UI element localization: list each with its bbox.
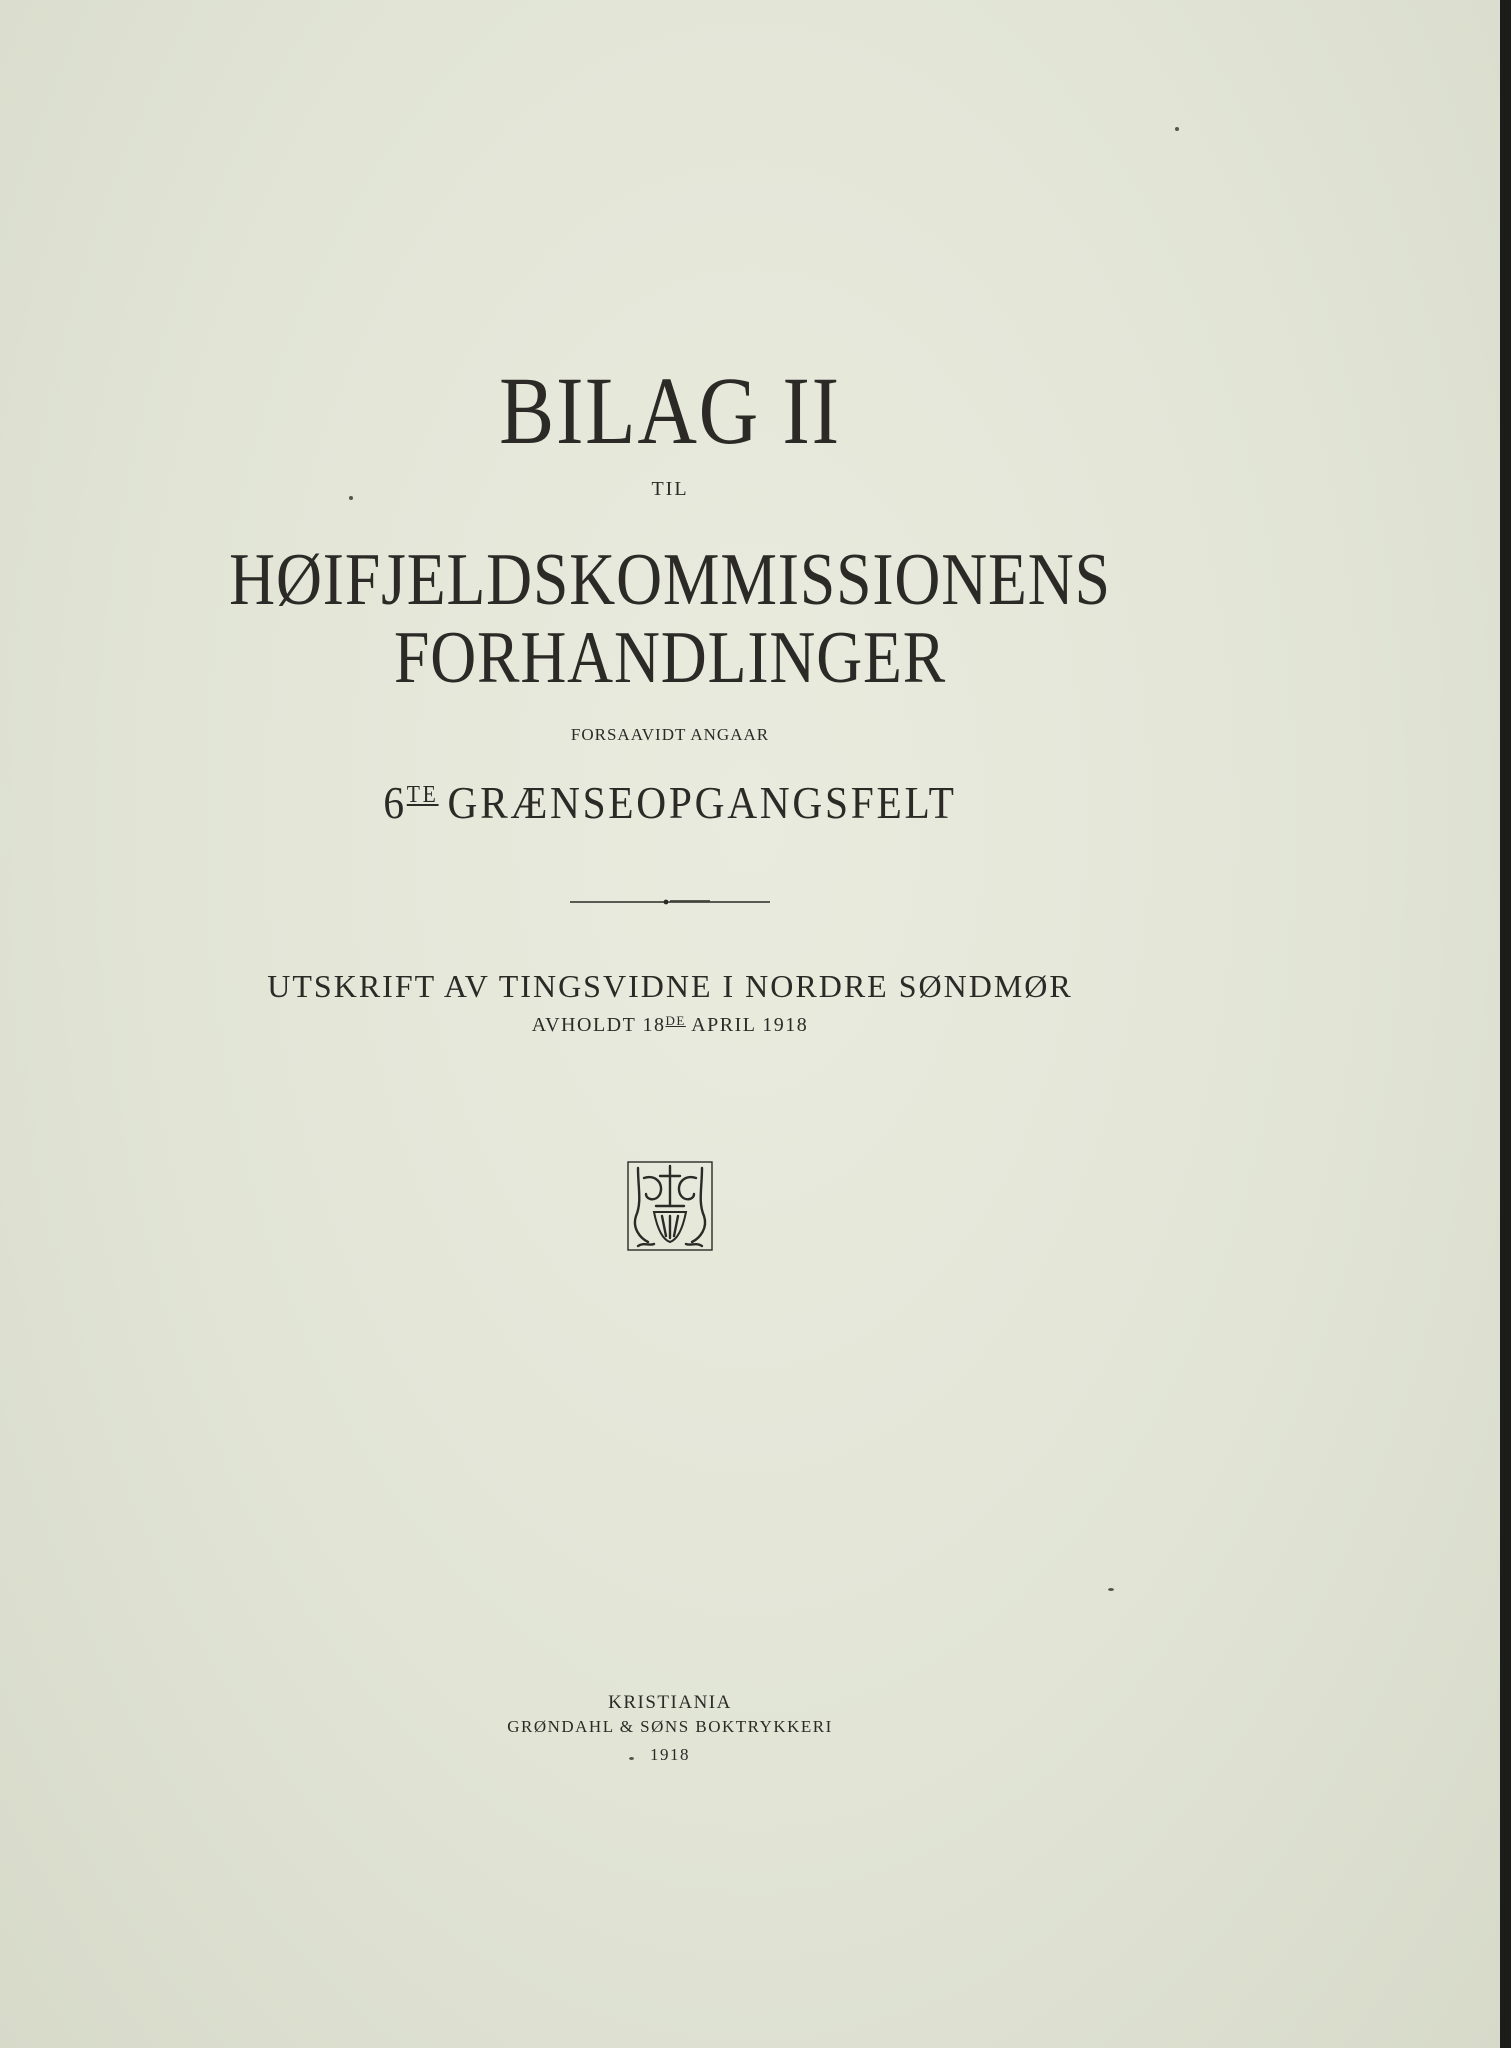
- avholdt-rest: APRIL 1918: [685, 1014, 809, 1036]
- avholdt-prefix: AVHOLDT 18: [531, 1014, 666, 1036]
- avholdt-suffix: DE: [665, 1013, 686, 1028]
- paper-speck: [1108, 1588, 1114, 1591]
- felt-number: 6: [383, 777, 407, 828]
- forsaavidt-label: FORSAAVIDT ANGAAR: [570, 725, 770, 744]
- printer-name: GRØNDAHL & SØNS BOKTRYKKERI: [507, 1717, 833, 1736]
- place-of-publication: KRISTIANIA: [608, 1692, 732, 1713]
- publication-year: 1918: [650, 1745, 690, 1764]
- document-title: BILAG II: [499, 357, 841, 464]
- ornamental-rule-icon: [0, 892, 1340, 898]
- heading-line-2: FORHANDLINGER: [393, 617, 947, 699]
- scan-border: [1500, 0, 1511, 2048]
- heading-line-1: HØIFJELDSKOMMISSIONENS: [229, 539, 1111, 621]
- paper-speck: [1175, 127, 1179, 131]
- felt-heading: [67, 776, 1273, 829]
- felt-suffix: TE: [406, 782, 439, 808]
- utskrift-line: UTSKRIFT AV TINGSVIDNE I NORDRE SØNDMØR: [267, 968, 1073, 1004]
- til-label: TIL: [651, 478, 689, 500]
- publisher-emblem-icon: [0, 1158, 1340, 1254]
- felt-name: GRÆNSEOPGANGSFELT: [447, 777, 957, 828]
- paper-speck: [629, 1757, 634, 1760]
- paper-speck: [349, 496, 353, 500]
- avholdt-line: [0, 1013, 1340, 1037]
